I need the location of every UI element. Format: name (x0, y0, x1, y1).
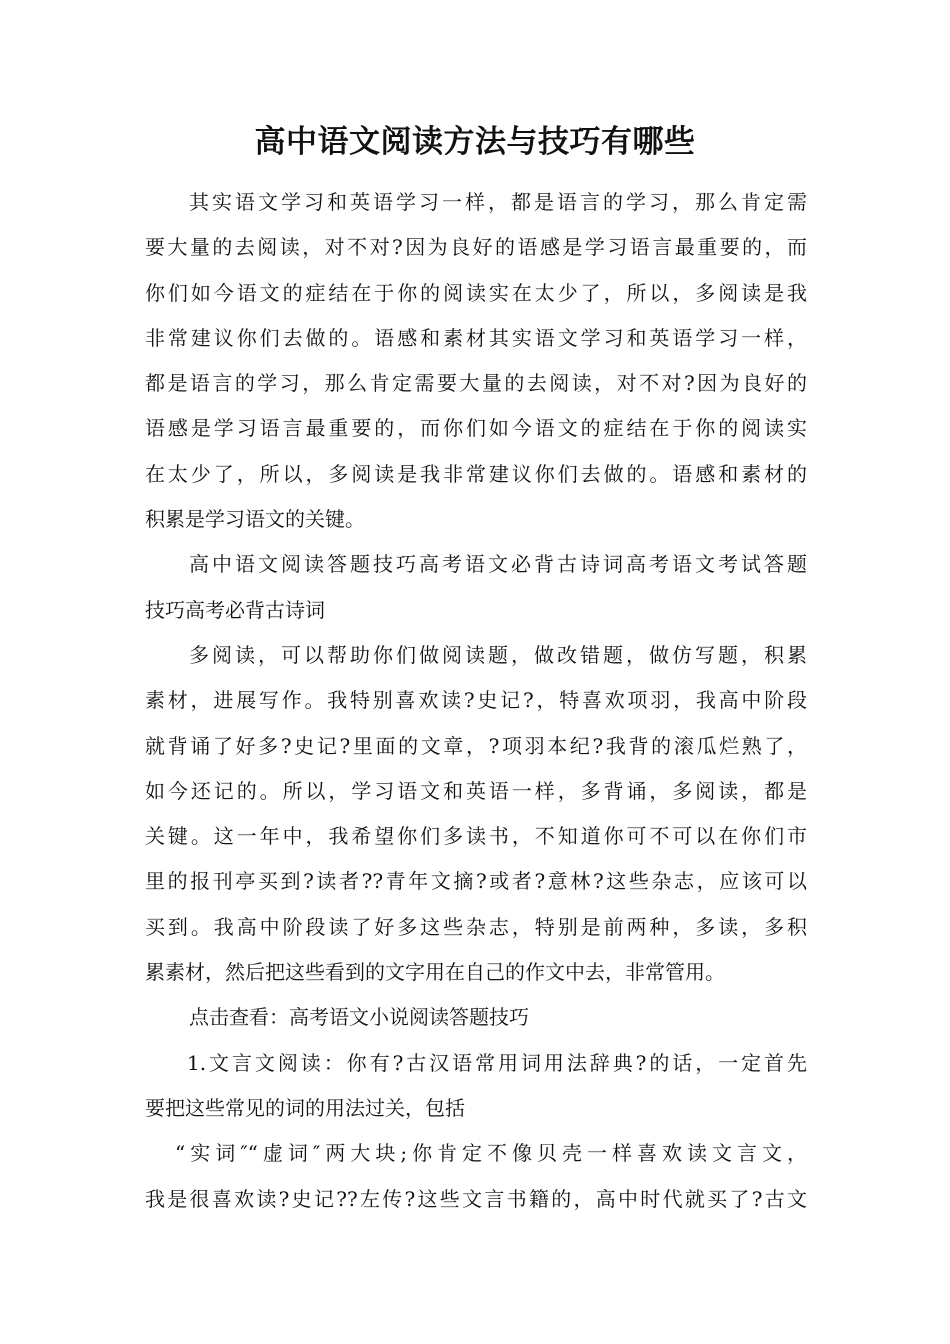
text-line: 关键。这一年中，我希望你们多读书，不知道你可不可以在你们市 (145, 824, 807, 849)
text-line: 如今还记的。所以，学习语文和英语一样，多背诵，多阅读，都是 (145, 778, 807, 803)
paragraph-6 (145, 1131, 807, 1222)
text-line: 技巧高考必背古诗词 (145, 597, 325, 622)
link-text-line: 点击查看：高考语文小说阅读答题技巧 (189, 1005, 529, 1030)
text-line: 非常建议你们去做的。语感和素材其实语文学习和英语学习一样， (145, 325, 807, 350)
text-line: 1.文言文阅读：你有?古汉语常用词用法辞典?的话，一定首先 (187, 1050, 807, 1075)
paragraph-4 (145, 995, 807, 1040)
document-title: 高中语文阅读方法与技巧有哪些 (254, 124, 696, 160)
paragraph-1 (145, 180, 807, 542)
text-line: 里的报刊亭买到?读者??青年文摘?或者?意林?这些杂志，应该可以 (145, 869, 807, 894)
paragraph-2 (145, 542, 807, 633)
text-line: 要大量的去阅读，对不对?因为良好的语感是学习语言最重要的，而 (145, 235, 807, 260)
paragraph-3 (145, 633, 807, 995)
text-line: 积累是学习语文的关键。 (145, 507, 365, 532)
text-line: 买到。我高中阶段读了好多这些杂志，特别是前两种，多读，多积 (145, 914, 807, 939)
text-line: 我是很喜欢读?史记??左传?这些文言书籍的，高中时代就买了?古文 (145, 1186, 807, 1211)
text-line: “实词″“虚词″两大块;你肯定不像贝壳一样喜欢读文言文， (175, 1141, 807, 1166)
text-line: 多阅读，可以帮助你们做阅读题，做改错题，做仿写题，积累 (189, 642, 807, 667)
text-line: 就背诵了好多?史记?里面的文章，?项羽本纪?我背的滚瓜烂熟了， (145, 733, 807, 758)
text-line: 高中语文阅读答题技巧高考语文必背古诗词高考语文考试答题 (189, 552, 807, 577)
text-line: 要把这些常见的词的用法过关，包括 (145, 1095, 465, 1120)
text-line: 在太少了，所以，多阅读是我非常建议你们去做的。语感和素材的 (145, 461, 807, 486)
text-line: 其实语文学习和英语学习一样，都是语言的学习，那么肯定需 (189, 190, 807, 214)
text-line: 累素材，然后把这些看到的文字用在自己的作文中去，非常管用。 (145, 960, 725, 985)
text-line: 语感是学习语言最重要的，而你们如今语文的症结在于你的阅读实 (145, 416, 807, 441)
text-line: 你们如今语文的症结在于你的阅读实在太少了，所以，多阅读是我 (145, 280, 807, 305)
text-line: 都是语言的学习，那么肯定需要大量的去阅读，对不对?因为良好的 (145, 371, 807, 396)
document-body (145, 180, 807, 1222)
paragraph-5 (145, 1041, 807, 1132)
text-line: 素材，进展写作。我特别喜欢读?史记?，特喜欢项羽，我高中阶段 (145, 688, 807, 713)
